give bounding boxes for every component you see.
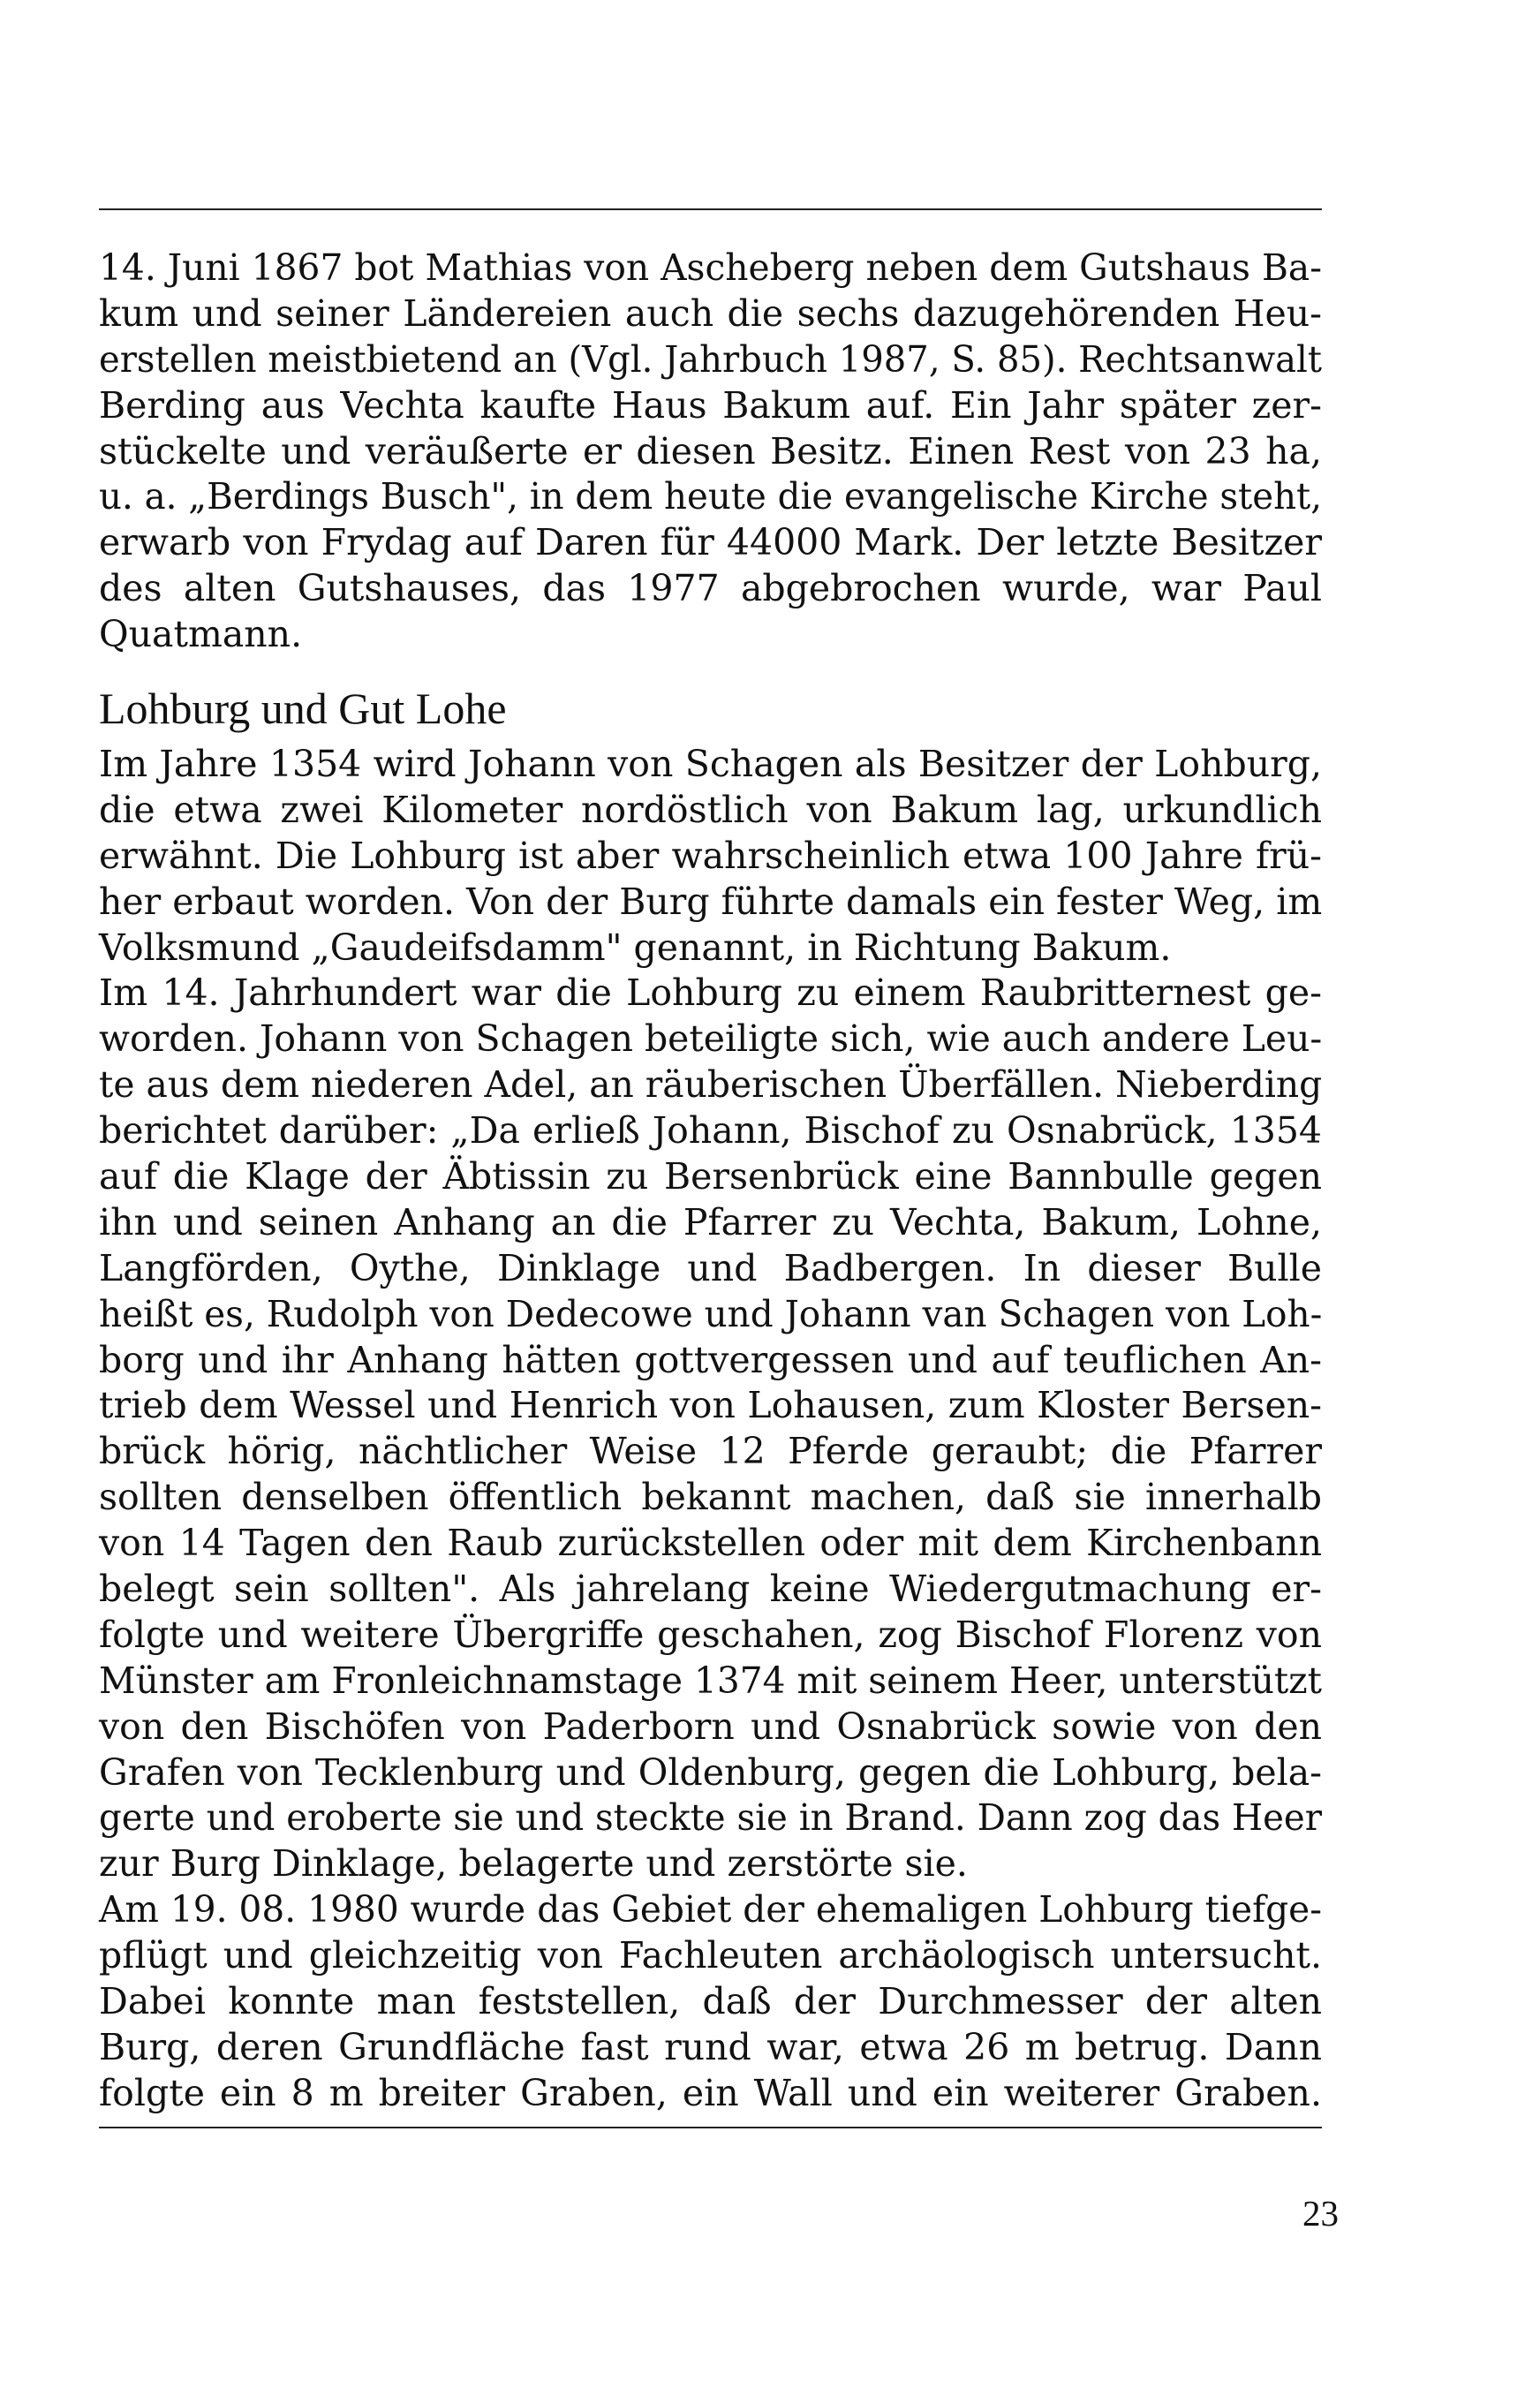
text-line: te aus dem niederen Adel, an räuberischen Überfällen. Nieberding xyxy=(99,1063,1323,1107)
text-line: Im Jahre 1354 wird Johann von Schagen als Besitzer der Lohburg, xyxy=(99,743,1322,785)
section-heading: Lohburg und Gut Lohe xyxy=(99,684,507,733)
text-line: sollten denselben öffentlich bekannt machen, daß sie innerhalb xyxy=(99,1476,1322,1519)
text-line: pflügt und gleichzeitig von Fachleuten archäologisch untersucht. xyxy=(99,1934,1322,1977)
text-line: Dabei konnte man feststellen, daß der Durchmesser der alten xyxy=(99,1980,1322,2023)
text-line: 14. Juni 1867 bot Mathias von Ascheberg neben dem Gutshaus Ba- xyxy=(99,246,1322,289)
text-line: auf die Klage der Äbtissin zu Bersenbrück eine Bannbulle gegen xyxy=(99,1155,1322,1198)
text-line: von den Bischöfen von Paderborn und Osnabrück sowie von den xyxy=(99,1704,1322,1748)
text-line: erwähnt. Die Lohburg ist aber wahrscheinlich etwa 100 Jahre frü- xyxy=(99,834,1322,877)
text-line: Grafen von Tecklenburg und Oldenburg, gegen die Lohburg, bela- xyxy=(99,1750,1322,1794)
text-line: folgte ein 8 m breiter Graben, ein Wall und ein weiterer Graben. xyxy=(99,2071,1322,2114)
page-number: 23 xyxy=(1302,2193,1339,2234)
text-line: kum und seiner Ländereien auch die sechs dazugehörenden Heu- xyxy=(99,291,1322,335)
text-line: erstellen meistbietend an (Vgl. Jahrbuch 1987, S. 85). Rechtsanwalt xyxy=(99,337,1322,381)
text-line: Volksmund „Gaudeifsdamm" genannt, in Richtung Bakum. xyxy=(99,926,1172,969)
text-line: borg und ihr Anhang hätten gottvergessen und auf teuflichen An- xyxy=(99,1338,1322,1381)
text-line: heißt es, Rudolph von Dedecowe und Johann van Schagen von Loh- xyxy=(99,1292,1323,1335)
text-line: trieb dem Wessel und Henrich von Lohausen, zum Kloster Bersen- xyxy=(99,1384,1322,1427)
text-line: Berding aus Vechta kaufte Haus Bakum auf. Ein Jahr später zer- xyxy=(99,383,1322,427)
text-line: Im 14. Jahrhundert war die Lohburg zu einem Raubritternest ge- xyxy=(99,971,1322,1015)
text-line: Münster am Fronleichnamstage 1374 mit seinem Heer, unterstützt xyxy=(99,1659,1322,1702)
text-line: gerte und eroberte sie und steckte sie in Brand. Dann zog das Heer xyxy=(99,1796,1322,1840)
text-line: ihn und seinen Anhang an die Pfarrer zu Vechta, Bakum, Lohne, xyxy=(99,1200,1322,1243)
text-line: berichtet darüber: „Da erließ Johann, Bischof zu Osnabrück, 1354 xyxy=(99,1109,1322,1153)
text-line: Langförden, Oythe, Dinklage und Badbergen. In dieser Bulle xyxy=(99,1246,1322,1289)
text-line: u. a. „Berdings Busch", in dem heute die evangelische Kirche steht, xyxy=(99,475,1323,518)
text-line: Am 19. 08. 1980 wurde das Gebiet der ehemaligen Lohburg tiefge- xyxy=(99,1888,1322,1931)
text-line: von 14 Tagen den Raub zurückstellen oder mit dem Kirchenbann xyxy=(99,1522,1322,1565)
text-line: her erbaut worden. Von der Burg führte damals ein fester Weg, im xyxy=(99,880,1323,923)
intro-paragraph xyxy=(99,246,1322,658)
text-line: folgte und weitere Übergriffe geschahen, zog Bischof Florenz von xyxy=(99,1613,1322,1656)
text-line: des alten Gutshauses, das 1977 abgebrochen wurde, war Paul xyxy=(99,567,1322,610)
text-line: Burg, deren Grundfläche fast rund war, etwa 26 m betrug. Dann xyxy=(99,2025,1322,2068)
top-rule xyxy=(99,208,1322,210)
section-body xyxy=(99,742,1322,2117)
text-line: zur Burg Dinklage, belagerte und zerstörte sie. xyxy=(99,1842,968,1886)
bottom-rule xyxy=(99,2127,1322,2128)
text-line: worden. Johann von Schagen beteiligte sich, wie auch andere Leu- xyxy=(99,1017,1323,1061)
text-line: brück hörig, nächtlicher Weise 12 Pferde geraubt; die Pfarrer xyxy=(99,1430,1322,1473)
text-line: erwarb von Frydag auf Daren für 44000 Mark. Der letzte Besitzer xyxy=(99,521,1322,564)
text-line: stückelte und veräußerte er diesen Besitz. Einen Rest von 23 ha, xyxy=(99,429,1322,472)
text-line: die etwa zwei Kilometer nordöstlich von Bakum lag, urkundlich xyxy=(99,788,1322,831)
text-line: Quatmann. xyxy=(99,613,303,656)
text-line: belegt sein sollten". Als jahrelang keine Wiedergutmachung er- xyxy=(99,1568,1322,1611)
